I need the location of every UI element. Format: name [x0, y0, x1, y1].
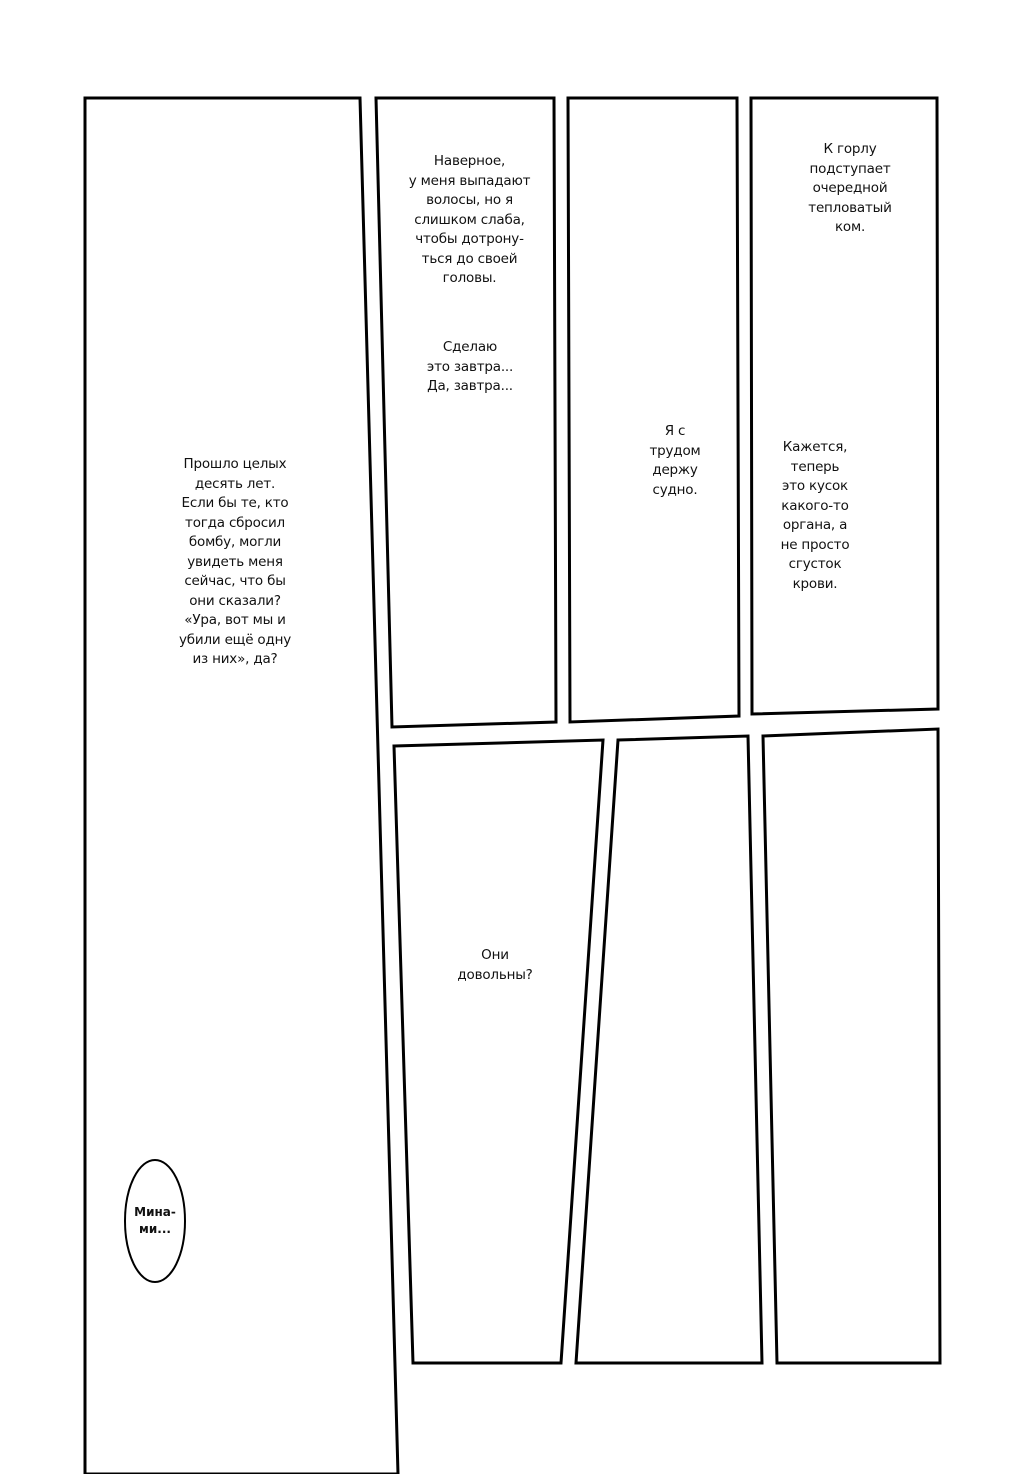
panel-bottom-2 — [576, 736, 762, 1363]
caption-panel-5: Они довольны? — [457, 947, 533, 983]
panel-bottom-3 — [763, 729, 940, 1363]
caption-left-panel: Прошло целых десять лет. Если бы те, кто тогда сбросил бомбу, могли увидеть меня сейчас, что бы они сказали? «Ура, вот мы и убили ещё одну из них», да? — [178, 456, 291, 667]
caption-panel-2-bottom: Сделаю это завтра... Да, завтра... — [426, 339, 514, 394]
speech-bubble-text: Мина- ми... — [134, 1205, 176, 1236]
caption-panel-3: Я с трудом держу судно. — [649, 423, 701, 498]
panel-bottom-1 — [394, 740, 603, 1363]
panel-top-3 — [568, 98, 739, 722]
caption-panel-4-top: К горлу подступает очередной тепловатый ком. — [808, 141, 892, 235]
panel-left-tall — [85, 98, 398, 1474]
caption-panel-2-top: Наверное, у меня выпадают волосы, но я слишком слаба, чтобы дотрону- ться до своей головы. — [408, 153, 531, 286]
caption-panel-4-bottom: Кажется, теперь это кусок какого-то органа, а не просто сгусток крови. — [780, 439, 850, 592]
